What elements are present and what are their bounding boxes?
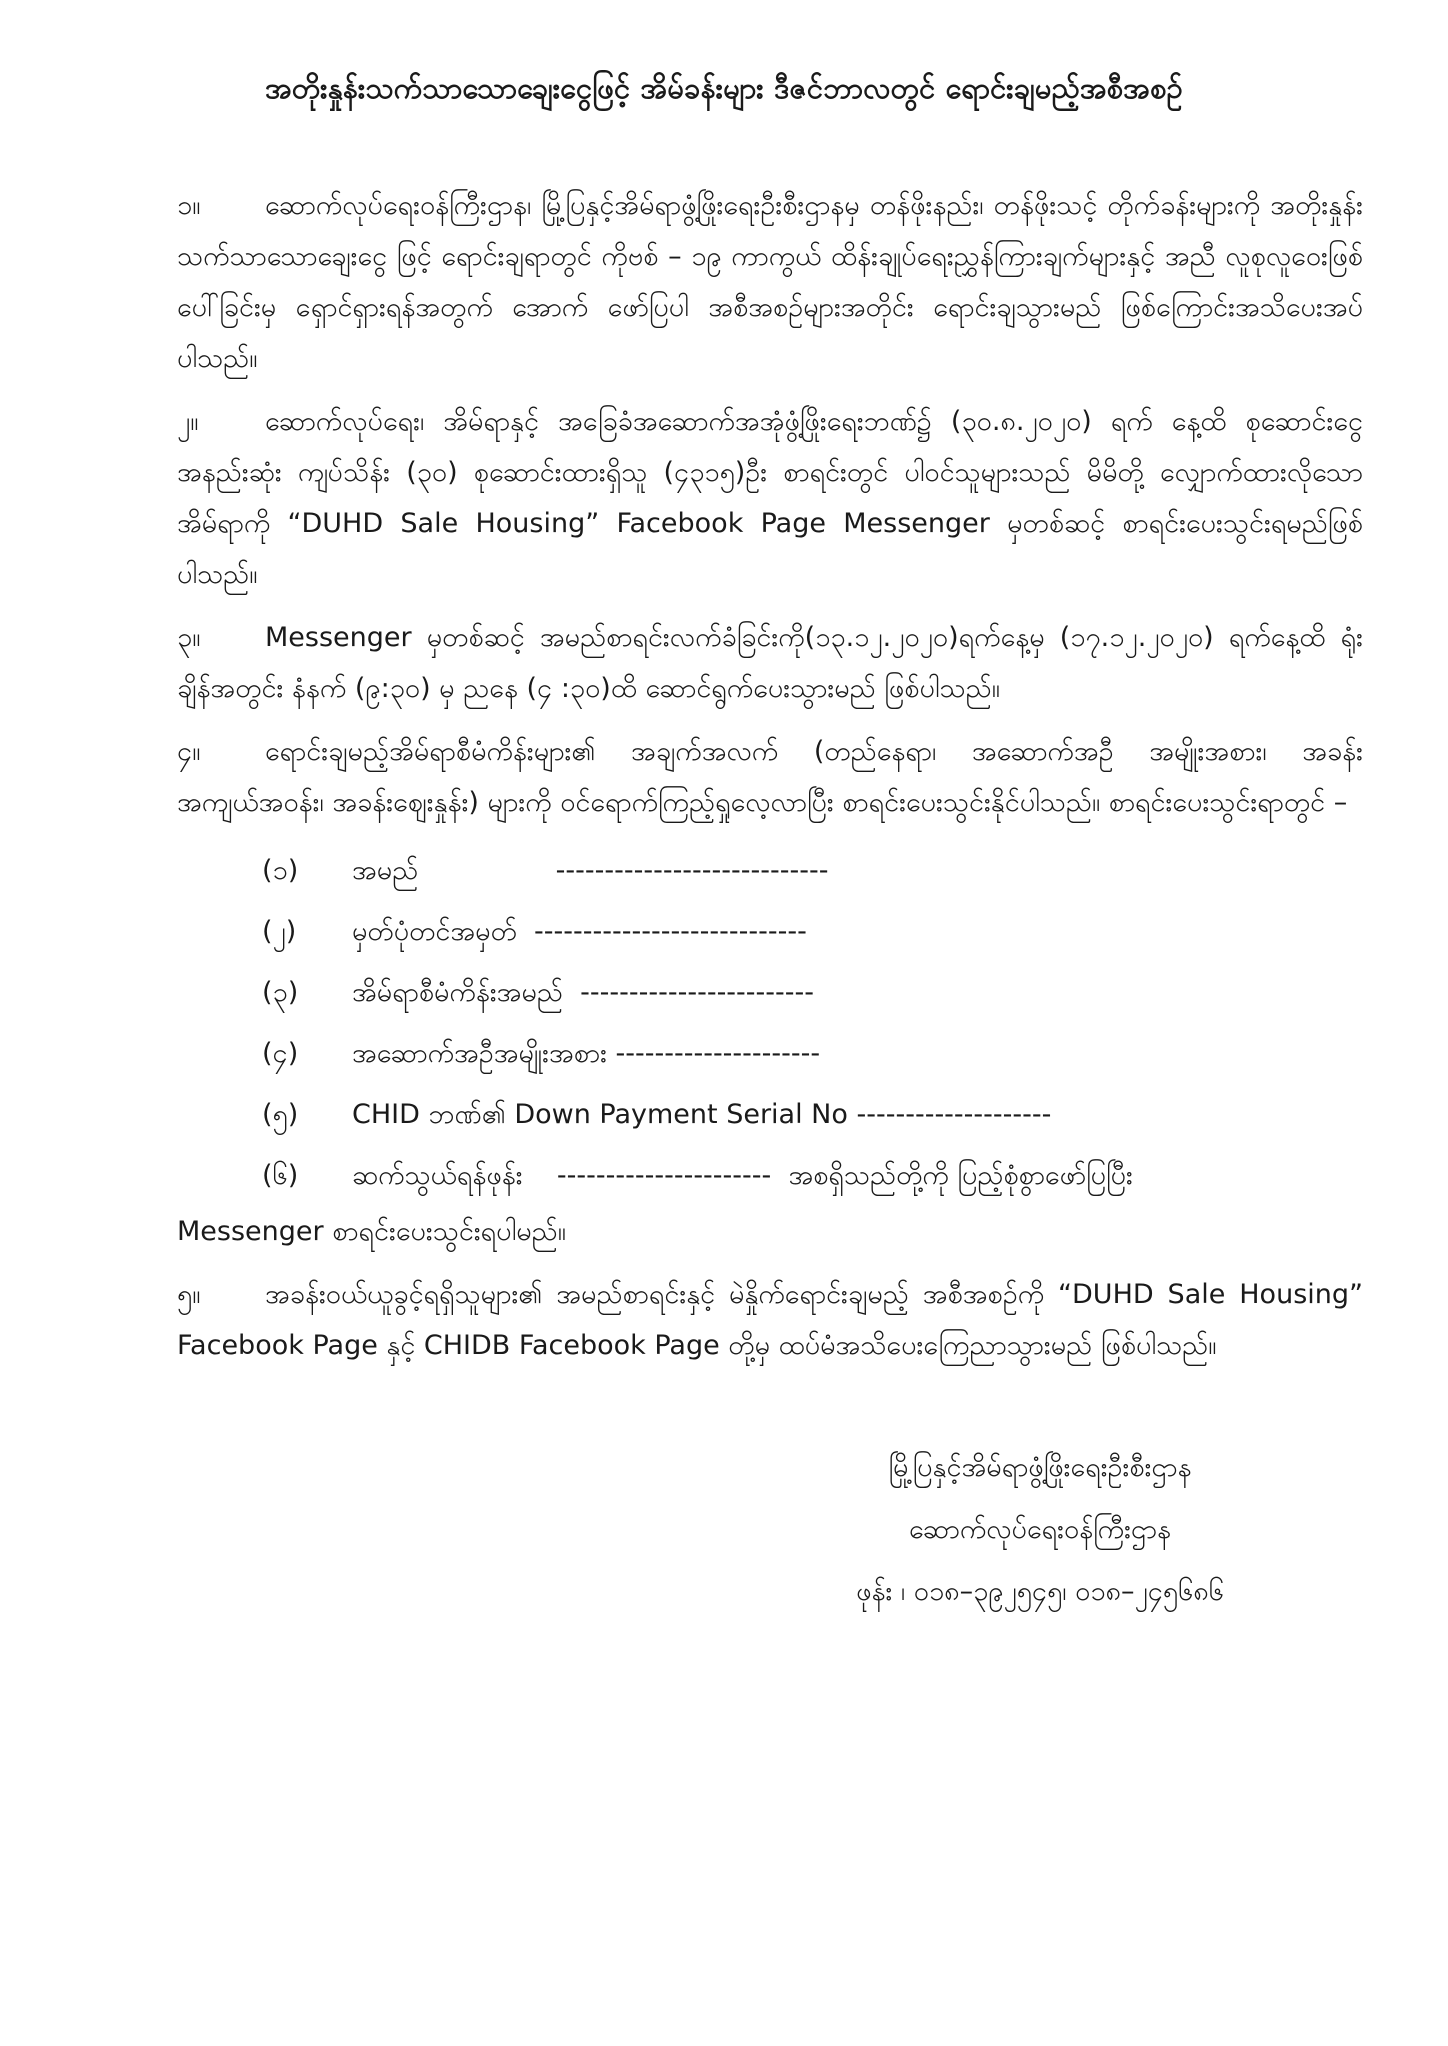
list-item — [177, 1084, 1363, 1145]
item-blank: ---------------------------- — [534, 916, 807, 947]
document-title: အတိုးနှုန်းသက်သာသောချေးငွေဖြင့် အိမ်ခန်းများ ဒီဇင်ဘာလတွင် ရောင်းချမည့်အစီအစဉ် — [265, 71, 1183, 105]
paragraph-text: Messenger မှတစ်ဆင့် အမည်စာရင်းလက်ခံခြင်းကို(၁၃.၁၂.၂၀၂၀)ရက်နေ့မှ (၁၇.၁၂.၂၀၂၀) ရက်နေ့ထိ ရုံးချိန်အတွင်း နံနက် (၉:၃၀) မှ ညနေ (၄ :၃၀)ထိ ဆောင်ရွက်ပေးသွားမည် ဖြစ်ပါသည်။ — [177, 622, 1363, 704]
form-field-list — [177, 840, 1363, 1206]
paragraph-number: ၃။ — [177, 622, 201, 653]
signature-phone: ဖုန်း ၊ ၀၁၈–၃၉၂၅၄၅၊ ၀၁၈–၂၄၅၆၈၆ — [856, 1576, 1224, 1607]
item-label: မှတ်ပုံတင်အမှတ် — [352, 916, 517, 947]
signature-department: မြို့ပြနှင့်အိမ်ရာဖွံ့ဖြိုးရေးဦးစီးဌာန — [888, 1452, 1192, 1483]
paragraph-text: ရောင်းချမည့်အိမ်ရာစီမံကိန်းများ၏ အချက်အလက် (တည်နေရာ၊ အဆောက်အဦ အမျိုးအစား၊ အခန်းအကျယ်အဝန်း၊ အခန်းဈေးနှုန်း) များကို ဝင်ရောက်ကြည့်ရှုလေ့လာပြီး စာရင်းပေးသွင်းနိုင်ပါသည်။ စာရင်းပေးသွင်းရာတွင် – — [177, 736, 1363, 818]
document-body — [177, 180, 1363, 1383]
paragraph-3 — [177, 612, 1363, 714]
paragraph-text: ဆောက်လုပ်ရေး၊ အိမ်ရာနှင့် အခြေခံအဆောက်အအုံဖွံ့ဖြိုးရေးဘဏ်၌ (၃၀.၈.၂၀၂၀) ရက် နေ့ထိ စုဆောင်းငွေ အနည်းဆုံး ကျပ်သိန်း (၃၀) စုဆောင်းထားရှိသူ (၄၃၁၅)ဦး စာရင်းတွင် ပါဝင်သူများသည် မိမိတို့ လျှောက်ထားလိုသောအိမ်ရာကို “DUHD Sale Housing” Facebook Page Messenger မှတစ်ဆင့် စာရင်းပေးသွင်းရမည်ဖြစ်ပါသည်။ — [177, 406, 1363, 590]
paragraph-2 — [177, 396, 1363, 600]
list-item — [177, 840, 1363, 901]
item-number: (၅) — [262, 1099, 299, 1130]
item-number: (၃) — [262, 977, 299, 1008]
paragraph-1 — [177, 180, 1363, 384]
paragraph-number: ၅။ — [177, 1279, 201, 1310]
item-label: CHID ဘဏ်၏ Down Payment Serial No — [352, 1099, 848, 1130]
paragraph-number: ၄။ — [177, 736, 201, 767]
item-number: (၄) — [262, 1038, 299, 1069]
paragraph-number: ၁။ — [177, 190, 201, 221]
item-label: အဆောက်အဦအမျိုးအစား — [352, 1038, 607, 1069]
item-blank: ---------------------------- — [555, 855, 829, 886]
paragraph-4 — [177, 726, 1363, 828]
paragraph-text: ဆောက်လုပ်ရေးဝန်ကြီးဌာန၊ မြို့ပြနှင့်အိမ်ရာဖွံ့ဖြိုးရေးဦးစီးဌာနမှ တန်ဖိုးနည်း၊ တန်ဖိုးသင့် တိုက်ခန်းများကို အတိုးနှုန်းသက်သာသောချေးငွေ ဖြင့် ရောင်းချရာတွင် ကိုဗစ် – ၁၉ ကာကွယ် ထိန်းချုပ်ရေးညွှန်ကြားချက်များနှင့် အညီ လူစုလူဝေးဖြစ်ပေါ်ခြင်းမှ ရှောင်ရှားရန်အတွက် အောက် ဖော်ပြပါ အစီအစဉ်များအတိုင်း ရောင်းချသွားမည် ဖြစ်ကြောင်းအသိပေးအပ်ပါသည်။ — [177, 190, 1363, 374]
list-item — [177, 962, 1363, 1023]
item-blank: ------------------------ — [580, 977, 814, 1008]
item-blank: -------------------- — [856, 1099, 1052, 1130]
list-item — [177, 1023, 1363, 1084]
item-label: အမည် — [352, 855, 419, 886]
paragraph-text: အခန်းဝယ်ယူခွင့်ရရှိသူများ၏ အမည်စာရင်းနှင့် မဲနှိုက်ရောင်းချမည့် အစီအစဉ်ကို “DUHD Sale Housing” Facebook Page နှင့် CHIDB Facebook Page တို့မှ ထပ်မံအသိပေးကြေညာသွားမည် ဖြစ်ပါသည်။ — [177, 1279, 1363, 1361]
list-item — [177, 901, 1363, 962]
item-number: (၁) — [262, 855, 299, 886]
item-label: ဆက်သွယ်ရန်ဖုန်း — [352, 1160, 523, 1191]
signature-ministry: ဆောက်လုပ်ရေးဝန်ကြီးဌာန — [909, 1514, 1171, 1545]
item-blank: ---------------------- — [556, 1160, 772, 1191]
item-label: အိမ်ရာစီမံကိန်းအမည် — [352, 977, 563, 1008]
item-number: (၆) — [262, 1160, 299, 1191]
list-item — [177, 1145, 1363, 1206]
item-suffix: အစရှိသည်တို့ကို ပြည့်စုံစွာဖော်ပြပြီး — [788, 1160, 1133, 1191]
item-blank: --------------------- — [615, 1038, 821, 1069]
paragraph-number: ၂။ — [177, 406, 199, 437]
after-items-text: Messenger စာရင်းပေးသွင်းရပါမည်။ — [177, 1216, 566, 1247]
paragraph-5 — [177, 1269, 1363, 1371]
item-number: (၂) — [262, 916, 297, 947]
